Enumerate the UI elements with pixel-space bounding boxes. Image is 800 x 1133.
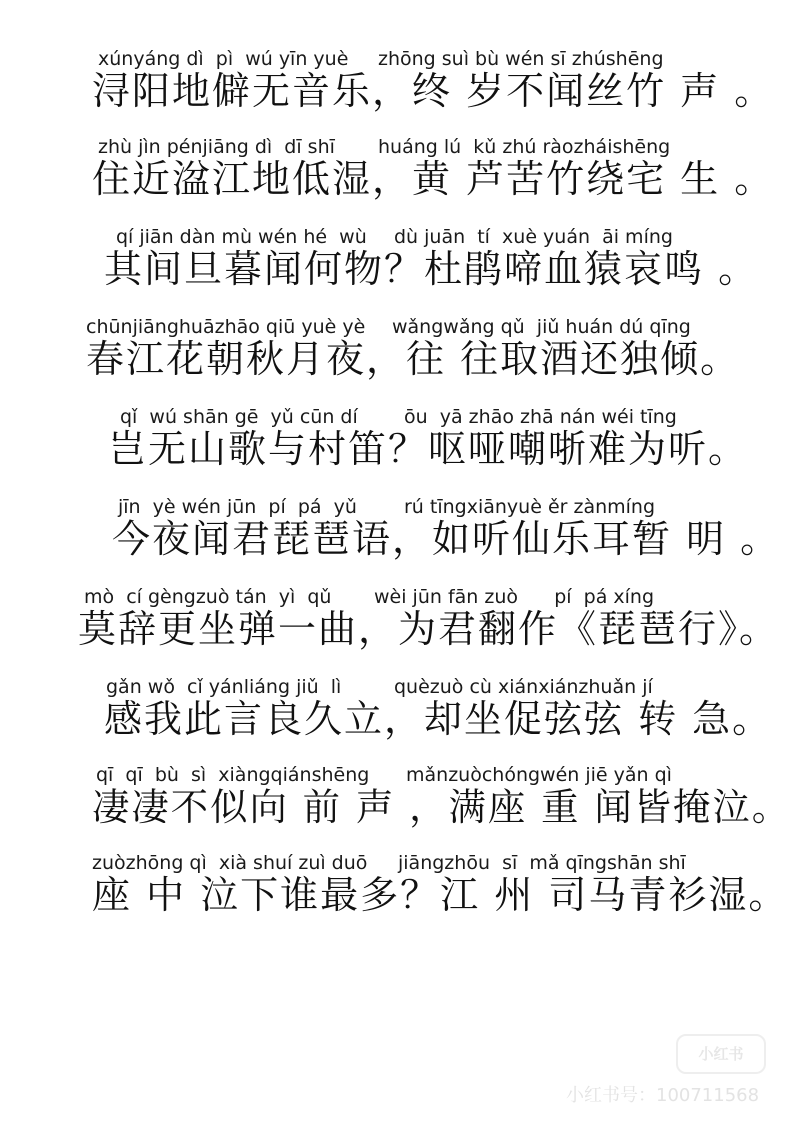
poem-line-4: [0, 314, 800, 394]
poem-line-10: [0, 850, 800, 930]
pinyin-first-half: qī qī bù sì xiàngqiánshēng: [96, 764, 370, 786]
poem-line-3: [0, 224, 800, 304]
poem-line-1: [0, 46, 800, 126]
pinyin-second-half: rú tīngxiānyuè ěr zànmíng: [404, 496, 656, 518]
pinyin-first-half: mò cí gèngzuò tán yì qǔ: [84, 586, 332, 608]
pinyin-first-half: jīn yè wén jūn pí pá yǔ: [118, 496, 357, 518]
pinyin-second-half: zhōng suì bù wén sī zhúshēng: [378, 48, 664, 70]
poem-line-2: [0, 134, 800, 214]
poem-line-9: [0, 762, 800, 842]
pinyin-first-half: xúnyáng dì pì wú yīn yuè: [98, 48, 349, 70]
poem-line-5: [0, 404, 800, 484]
hanzi-line: 凄凄不似向 前 声 ，满座 重 闻皆掩泣。: [92, 785, 792, 829]
hanzi-line: 住近湓江地低湿，黄 芦苦竹绕宅 生 。: [92, 157, 775, 201]
poem-line-7: [0, 584, 800, 664]
hanzi-line: 座 中 泣下谁最多？江 州 司马青衫湿。: [92, 873, 789, 917]
pinyin-first-half: qǐ wú shān gē yǔ cūn dí: [120, 406, 358, 428]
watermark-account-id: 小红书号：100711568: [566, 1085, 760, 1106]
pinyin-second-half: wèi jūn fān zuò pí pá xíng: [374, 586, 655, 608]
watermark-logo: 小红书: [676, 1034, 766, 1074]
poem-line-8: [0, 674, 800, 754]
pinyin-second-half: dù juān tí xuè yuán āi míng: [394, 226, 673, 248]
pinyin-first-half: gǎn wǒ cǐ yánliáng jiǔ lì: [106, 676, 342, 698]
hanzi-line: 莫辞更坐弹一曲，为君翻作《琵琶行》。: [78, 607, 780, 651]
pinyin-first-half: chūnjiānghuāzhāo qiū yuè yè: [86, 316, 366, 338]
pinyin-first-half: zuòzhōng qì xià shuí zuì duō: [92, 852, 368, 874]
hanzi-line: 今夜闻君琵琶语，如听仙乐耳暂 明 。: [112, 517, 781, 561]
pinyin-second-half: quèzuò cù xiánxiánzhuǎn jí: [394, 676, 653, 698]
hanzi-line: 岂无山歌与村笛？呕哑嘲哳难为听。: [108, 427, 749, 471]
hanzi-line: 浔阳地僻无音乐，终 岁不闻丝竹 声 。: [92, 69, 775, 113]
pinyin-second-half: jiāngzhōu sī mǎ qīngshān shī: [398, 852, 686, 874]
poem-line-6: [0, 494, 800, 574]
hanzi-line: 感我此言良久立，却坐促弦弦 转 急。: [104, 697, 773, 741]
pinyin-second-half: wǎngwǎng qǔ jiǔ huán dú qīng: [392, 316, 691, 338]
pinyin-second-half: mǎnzuòchóngwén jiē yǎn qì: [406, 764, 672, 786]
pinyin-first-half: qí jiān dàn mù wén hé wù: [116, 226, 367, 248]
pinyin-first-half: zhù jìn pénjiāng dì dī shī: [98, 136, 335, 158]
hanzi-line: 春江花朝秋月夜，往 往取酒还独倾。: [86, 337, 741, 381]
pinyin-second-half: huáng lú kǔ zhú ràozháishēng: [378, 136, 671, 158]
pinyin-second-half: ōu yā zhāo zhā nán wéi tīng: [404, 406, 677, 428]
hanzi-line: 其间旦暮闻何物？杜鹃啼血猿哀鸣 。: [104, 247, 759, 291]
